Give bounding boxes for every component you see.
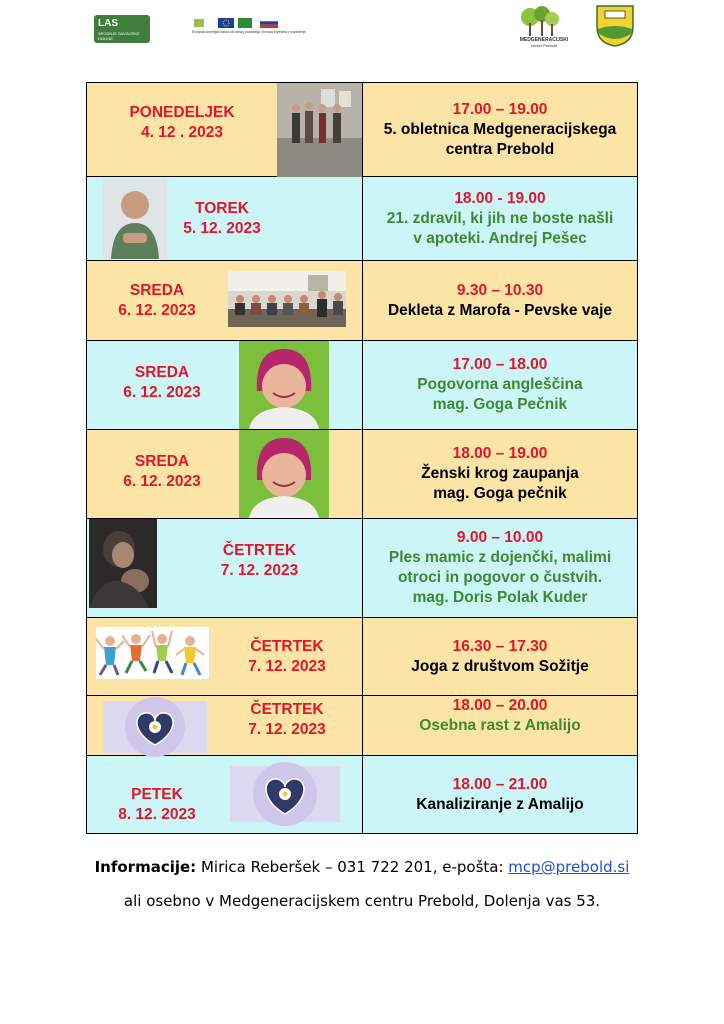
day-date: 6. 12. 2023 <box>118 302 196 319</box>
day-name: SREDA <box>134 453 190 470</box>
time-range: 9.00 – 10.00 <box>456 529 544 546</box>
activity-line: Osebna rast z Amalijo <box>419 717 581 734</box>
info-label: Informacije: <box>94 858 197 876</box>
activity-line: Kanaliziranje z Amalijo <box>416 795 584 813</box>
day-name: SREDA <box>129 282 185 299</box>
day-name: PETEK <box>131 786 183 803</box>
activity-line: v apoteki. Andrej Pešec <box>413 229 587 247</box>
mgc-logo-name: MEDGENERACIJSKI <box>519 37 569 43</box>
schedule-row <box>87 756 638 834</box>
activity-line: Pogovorna angleščina <box>417 376 583 393</box>
day-date: 5. 12. 2023 <box>183 220 261 237</box>
day-label <box>212 637 362 677</box>
schedule-row <box>87 261 638 341</box>
day-label <box>87 785 227 825</box>
las-logo-title: LAS <box>98 18 118 29</box>
day-label <box>87 452 237 492</box>
las-logo <box>94 15 150 43</box>
mother-baby-photo <box>89 519 157 608</box>
contact-info <box>0 858 724 876</box>
day-label <box>227 700 347 740</box>
schedule-row <box>87 618 638 696</box>
time-range: 18.00 – 20.00 <box>452 697 548 714</box>
trees-icon <box>514 5 564 37</box>
activity-line: Dekleta z Marofa - Pevske vaje <box>387 301 612 319</box>
schedule-row <box>87 696 638 756</box>
activity-line: mag. Goga pečnik <box>433 485 567 502</box>
schedule-row <box>87 341 638 430</box>
day-label <box>157 541 362 581</box>
schedule-table <box>86 82 638 834</box>
schedule-row <box>87 519 638 618</box>
time-range: 18.00 – 19.00 <box>452 445 548 462</box>
day-name: TOREK <box>195 200 249 217</box>
time-range: 16.30 – 17.30 <box>452 637 548 655</box>
address-line: ali osebno v Medgeneracijskem centru Prebold, Dolenja vas 53. <box>123 892 601 910</box>
day-name: ČETRTEK <box>222 542 297 559</box>
day-date: 7. 12. 2023 <box>220 562 299 579</box>
schedule-row <box>87 430 638 519</box>
activity-line: centra Prebold <box>445 140 555 158</box>
choir-photo <box>228 271 346 327</box>
activity-line: 21. zdravil, ki jih ne boste našli <box>386 209 614 227</box>
day-name: ČETRTEK <box>250 701 324 718</box>
eu-flags-icon <box>192 17 282 30</box>
day-date: 8. 12. 2023 <box>118 806 196 823</box>
day-date: 6. 12. 2023 <box>123 473 201 490</box>
activity-line: mag. Doris Polak Kuder <box>412 589 588 606</box>
time-range: 17.00 – 19.00 <box>452 100 548 118</box>
yoga-illustration <box>96 627 209 679</box>
day-date: 7. 12. 2023 <box>248 721 326 738</box>
eu-caption: Evropski kmetijski sklad za razvoj podeželja: Evropa investira v podeželje <box>192 30 306 34</box>
day-name: SREDA <box>134 364 190 381</box>
time-range: 9.30 – 10.30 <box>456 281 544 299</box>
info-text: Mirica Reberšek – 031 722 201, e-pošta: <box>196 858 509 876</box>
speaker-photo <box>239 341 329 429</box>
schedule-row <box>87 83 638 177</box>
day-name: ČETRTEK <box>250 638 324 655</box>
activity-line: otroci in pogovor o čustvih. <box>397 569 603 586</box>
day-label <box>167 199 277 239</box>
day-date: 4. 12 . 2023 <box>141 124 223 141</box>
mgc-logo <box>514 5 569 49</box>
day-label <box>87 281 227 321</box>
day-date: 7. 12. 2023 <box>248 658 326 675</box>
day-name: PONEDELJEK <box>129 104 235 121</box>
eu-logos <box>192 17 306 39</box>
gallery-photo <box>277 83 362 177</box>
activity-line: mag. Goga Pečnik <box>432 396 568 413</box>
heart-daisy-image <box>230 766 340 822</box>
day-label <box>87 363 237 403</box>
email-link[interactable]: mcp@prebold.si <box>508 858 630 876</box>
las-logo-subtitle: SPODNJE SAVINJSKE DOLINE <box>98 31 140 41</box>
activity-line: 5. obletnica Medgeneracijskega <box>383 120 617 138</box>
activity-line: Joga z društvom Sožitje <box>411 657 589 675</box>
time-range: 17.00 – 18.00 <box>452 356 548 373</box>
prebold-crest-icon <box>596 5 634 47</box>
activity-line: Ženski krog zaupanja <box>421 465 579 482</box>
heart-daisy-image <box>103 701 207 753</box>
time-range: 18.00 – 21.00 <box>452 775 548 793</box>
activity-line: Ples mamic z dojenčki, malimi <box>388 549 612 566</box>
day-date: 6. 12. 2023 <box>123 384 201 401</box>
time-range: 18.00 - 19.00 <box>454 189 546 207</box>
speaker-photo <box>239 430 329 518</box>
speaker-photo <box>103 179 167 259</box>
day-label <box>87 103 277 143</box>
mgc-logo-sub: center Prebold <box>530 43 557 48</box>
schedule-row <box>87 177 638 261</box>
